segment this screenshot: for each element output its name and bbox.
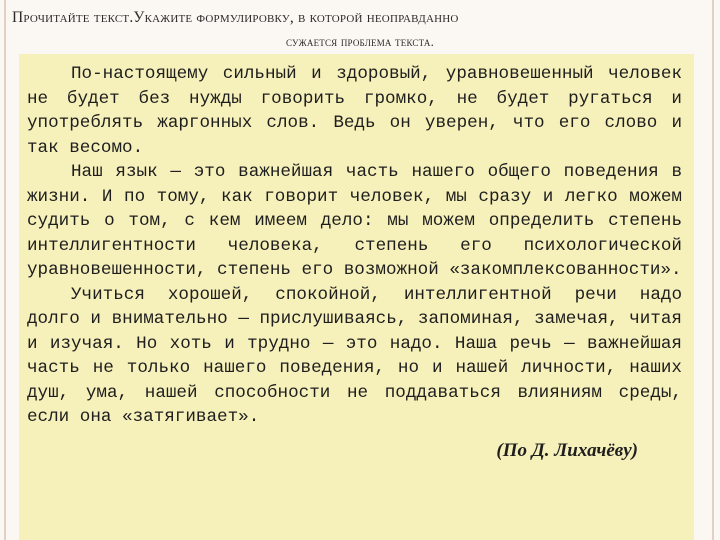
- author-attribution: (По Д. Лихачёву): [496, 439, 638, 461]
- text-box: [19, 54, 694, 540]
- task-title: [10, 6, 710, 54]
- paragraph-1: По-настоящему сильный и здоровый, уравновешенный человек не будет без нужды говорить громко, не будет ругаться и употреблять жаргонных слов. Ведь он уверен, что его слово и так весомо.: [27, 64, 682, 158]
- left-border-rule: [4, 0, 6, 540]
- paragraph-3: Учиться хорошей, спокойной, интеллигентной речи надо долго и внимательно — прислушиваясь, запоминая, замечая, читая и изучая. Но хоть и трудно — это надо. Наша речь — важнейшая часть не только нашего поведения, но и нашей личности, наших душ, ума, нашей способности не поддаваться влияниям среды, если она «затягивает».: [27, 284, 682, 427]
- right-border-rule: [712, 0, 714, 540]
- task-title-line-1: Прочитайте текст.Укажите формулировку, в которой неоправданно: [12, 9, 459, 26]
- task-title-line-2: сужается проблема текста.: [285, 34, 435, 49]
- paragraph-2: Наш язык — это важнейшая часть нашего общего поведения в жизни. И по тому, как говорит человек, мы сразу и легко можем судить о том, с кем имеем дело: мы можем определить степень интеллигентности человека, степень его психологической уравновешенности, степень его возможной «закомплексованности».: [27, 162, 682, 280]
